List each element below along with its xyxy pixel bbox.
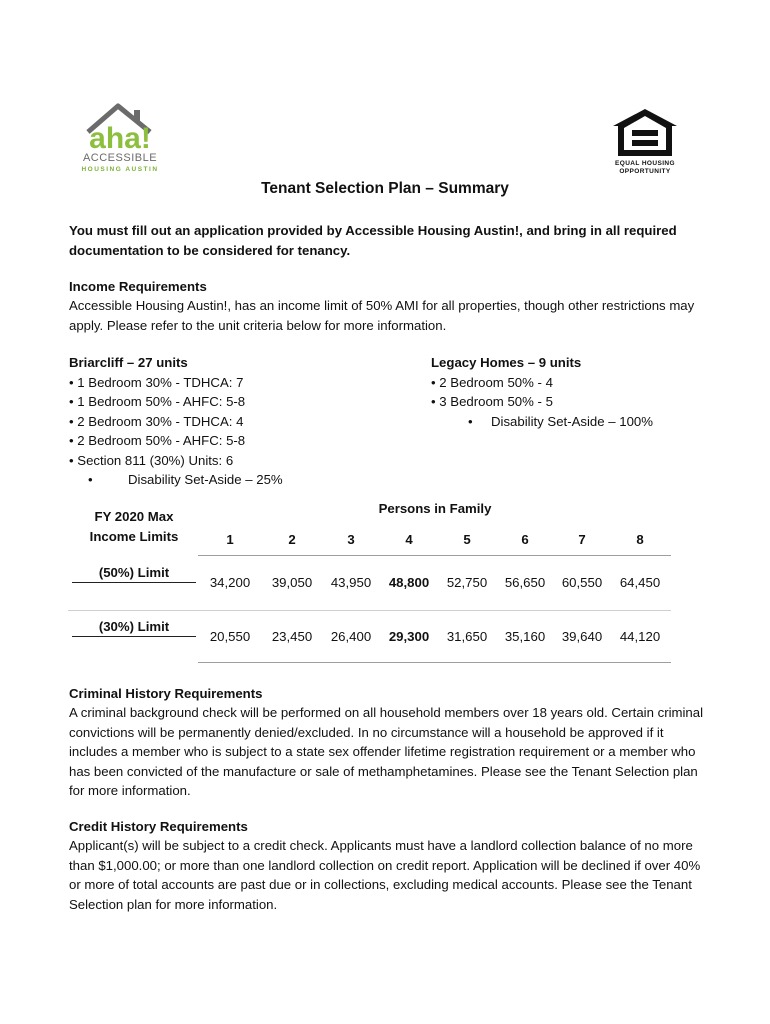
column-header: 2 [288, 532, 296, 547]
persons-in-family-header: Persons in Family [378, 501, 492, 516]
corner-line1: FY 2020 Max [94, 509, 174, 524]
table-cell: 26,400 [330, 629, 372, 644]
table-cell: 39,640 [561, 629, 603, 644]
table-cell: 56,650 [504, 575, 546, 590]
sub-list-item [431, 412, 731, 432]
table-cell: 31,650 [446, 629, 488, 644]
column-header: 7 [578, 532, 586, 547]
sub-bullet-text: Disability Set-Aside – 100% [491, 413, 653, 429]
corner-line2: Income Limits [89, 529, 179, 544]
legacy-section [431, 353, 731, 431]
column-header: 5 [463, 532, 471, 547]
table-cell: 43,950 [330, 575, 372, 590]
column-header: 1 [226, 532, 234, 547]
column-header: 8 [636, 532, 644, 547]
bullet-icon: • [88, 472, 93, 487]
bullet-icon: • [468, 413, 473, 429]
credit-body: Applicant(s) will be subject to a credit check. Applicants must have a landlord collection balance of no more than $1,000.00; or more than one landlord collection on credit report. Application will be declined if over 40% or more of total accounts are past due or in collections, excluding medical accounts. Please see the Tenant Selection plan for more information. [69, 838, 701, 912]
page-title: Tenant Selection Plan – Summary [261, 180, 509, 197]
list-item: • 2 Bedroom 50% - AHFC: 5-8 [69, 433, 246, 448]
column-header: 6 [521, 532, 529, 547]
divider [72, 582, 196, 583]
list-item: • 1 Bedroom 30% - TDHCA: 7 [69, 374, 244, 390]
income-body: Accessible Housing Austin!, has an income limit of 50% AMI for all properties, though other restrictions may apply. Please refer to the unit criteria below for more information. [69, 298, 695, 333]
aha-subtitle: HOUSING AUSTIN [81, 166, 159, 173]
table-cell: 20,550 [209, 629, 251, 644]
eho-line2: OPPORTUNITY [619, 168, 671, 175]
table-cell: 64,450 [619, 575, 661, 590]
list-item: • 2 Bedroom 50% - 4 [431, 374, 553, 390]
aha-logo [70, 102, 170, 176]
divider [198, 662, 671, 663]
column-header: 3 [347, 532, 355, 547]
eho-line1: EQUAL HOUSING [615, 160, 675, 167]
list-item: • 3 Bedroom 50% - 5 [431, 394, 553, 409]
list-item: • 1 Bedroom 50% - AHFC: 5-8 [69, 394, 246, 409]
criminal-body: A criminal background check will be performed on all household members over 18 years old. Certain criminal convictions will be permanently denied/excluded. In no circumstance will a household be approved if it includes a member who is subject to a state sex offender lifetime registration requirement or a member who has been convicted of the manufacture or sale of methamphetamines. Please see the Tenant Selection plan for more information. [69, 705, 704, 798]
column-header: 4 [405, 532, 413, 547]
equal-housing-text [606, 160, 684, 176]
aha-wordmark: ACCESSIBLE [82, 152, 158, 164]
row-label-50: (50%) Limit [98, 565, 170, 580]
aha-glyph: aha! [89, 122, 151, 155]
legacy-heading: Legacy Homes – 9 units [431, 355, 582, 370]
table-cell: 39,050 [271, 575, 313, 590]
divider [198, 555, 671, 556]
list-item: • 2 Bedroom 30% - TDHCA: 4 [69, 413, 244, 429]
sub-bullet-text: Disability Set-Aside – 25% [128, 472, 283, 487]
income-heading: Income Requirements [69, 279, 207, 294]
table-cell: 60,550 [561, 575, 603, 590]
intro-text: You must fill out an application provided by Accessible Housing Austin!, and bring in all required documentation to be considered for tenancy. [69, 223, 677, 258]
list-item: • Section 811 (30%) Units: 6 [69, 452, 234, 468]
briarcliff-heading: Briarcliff – 27 units [69, 355, 188, 370]
credit-heading: Credit History Requirements [69, 819, 248, 834]
table-cell: 52,750 [446, 575, 488, 590]
table-corner-label [70, 507, 198, 547]
table-cell: 29,300 [388, 629, 430, 644]
table-cell: 48,800 [388, 575, 430, 590]
sub-list-item [69, 470, 399, 490]
criminal-heading: Criminal History Requirements [69, 686, 263, 701]
table-cell: 34,200 [209, 575, 251, 590]
row-label-30: (30%) Limit [98, 619, 170, 634]
table-cell: 23,450 [271, 629, 313, 644]
divider [72, 636, 196, 637]
briarcliff-section [69, 353, 399, 490]
equal-housing-icon [612, 108, 678, 158]
divider [68, 610, 671, 611]
table-cell: 35,160 [504, 629, 546, 644]
table-cell: 44,120 [619, 629, 661, 644]
